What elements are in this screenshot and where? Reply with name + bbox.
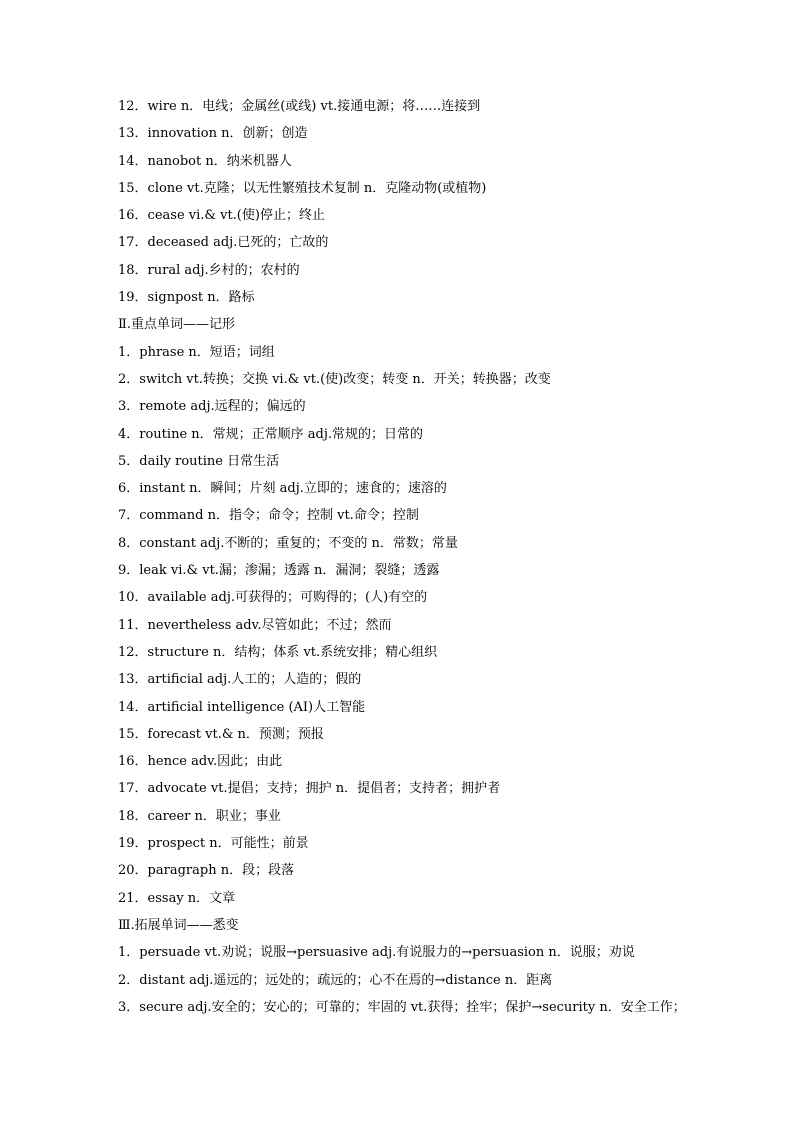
vocabulary-entry: 6．instant n．瞬间；片刻 adj.立即的；速食的；速溶的 (118, 481, 447, 497)
vocabulary-entry: 14．nanobot n．纳米机器人 (118, 153, 292, 169)
vocabulary-entry: 5．daily routine 日常生活 (118, 453, 280, 469)
vocabulary-entry: 1．persuade vt.劝说；说服→persuasive adj.有说服力的→persuasion n．说服；劝说 (118, 945, 635, 961)
vocabulary-entry: 2．switch vt.转换；交换 vi.& vt.(使)改变；转变 n．开关；转换器；改变 (118, 371, 551, 387)
section-heading: Ⅲ.拓展单词——悉变 (118, 917, 239, 933)
vocabulary-entry: 15．clone vt.克隆；以无性繁殖技术复制 n．克隆动物(或植物) (118, 180, 487, 196)
vocabulary-entry: 1．phrase n．短语；词组 (118, 344, 275, 360)
vocabulary-entry: 9．leak vi.& vt.漏；渗漏；透露 n．漏洞；裂缝；透露 (118, 563, 440, 579)
vocabulary-entry: 20．paragraph n．段；段落 (118, 863, 295, 879)
vocabulary-entry: 19．signpost n．路标 (118, 290, 255, 306)
vocabulary-entry: 11．nevertheless adv.尽管如此；不过；然而 (118, 617, 392, 633)
vocabulary-entry: 21．essay n．文章 (118, 890, 236, 906)
vocabulary-entry: 16．cease vi.& vt.(使)停止；终止 (118, 208, 325, 224)
vocabulary-entry: 15．forecast vt.& n．预测；预报 (118, 726, 324, 742)
vocabulary-entry: 3．secure adj.安全的；安心的；可靠的；牢固的 vt.获得；拴牢；保护→security n．安全工作； (118, 999, 686, 1015)
vocabulary-entry: 13．artificial adj.人工的；人造的；假的 (118, 672, 362, 688)
vocabulary-entry: 14．artificial intelligence (AI)人工智能 (118, 699, 366, 715)
vocabulary-entry: 18．rural adj.乡村的；农村的 (118, 262, 300, 278)
vocabulary-entry: 18．career n．职业；事业 (118, 808, 281, 824)
vocabulary-entry: 12．structure n．结构；体系 vt.系统安排；精心组织 (118, 644, 438, 660)
vocabulary-entry: 2．distant adj.遥远的；远处的；疏远的；心不在焉的→distance n．距离 (118, 972, 553, 988)
vocabulary-entry: 8．constant adj.不断的；重复的；不变的 n．常数；常量 (118, 535, 458, 551)
vocabulary-entry: 4．routine n．常规；正常顺序 adj.常规的；日常的 (118, 426, 424, 442)
vocabulary-entry: 17．advocate vt.提倡；支持；拥护 n．提倡者；支持者；拥护者 (118, 781, 501, 797)
vocabulary-entry: 12．wire n．电线；金属丝(或线) vt.接通电源；将……连接到 (118, 99, 481, 114)
vocabulary-entry: 3．remote adj.远程的；偏远的 (118, 399, 306, 415)
vocabulary-entry: 10．available adj.可获得的；可购得的；(人)有空的 (118, 590, 428, 606)
vocabulary-entry: 19．prospect n．可能性；前景 (118, 836, 309, 852)
vocabulary-list (118, 93, 718, 1021)
vocabulary-entry: 13．innovation n．创新；创造 (118, 126, 308, 142)
section-heading: Ⅱ.重点单词——记形 (118, 317, 235, 333)
vocabulary-entry: 16．hence adv.因此；由此 (118, 754, 283, 770)
vocabulary-entry: 17．deceased adj.已死的；亡故的 (118, 235, 329, 251)
vocabulary-entry: 7．command n．指令；命令；控制 vt.命令；控制 (118, 508, 419, 524)
